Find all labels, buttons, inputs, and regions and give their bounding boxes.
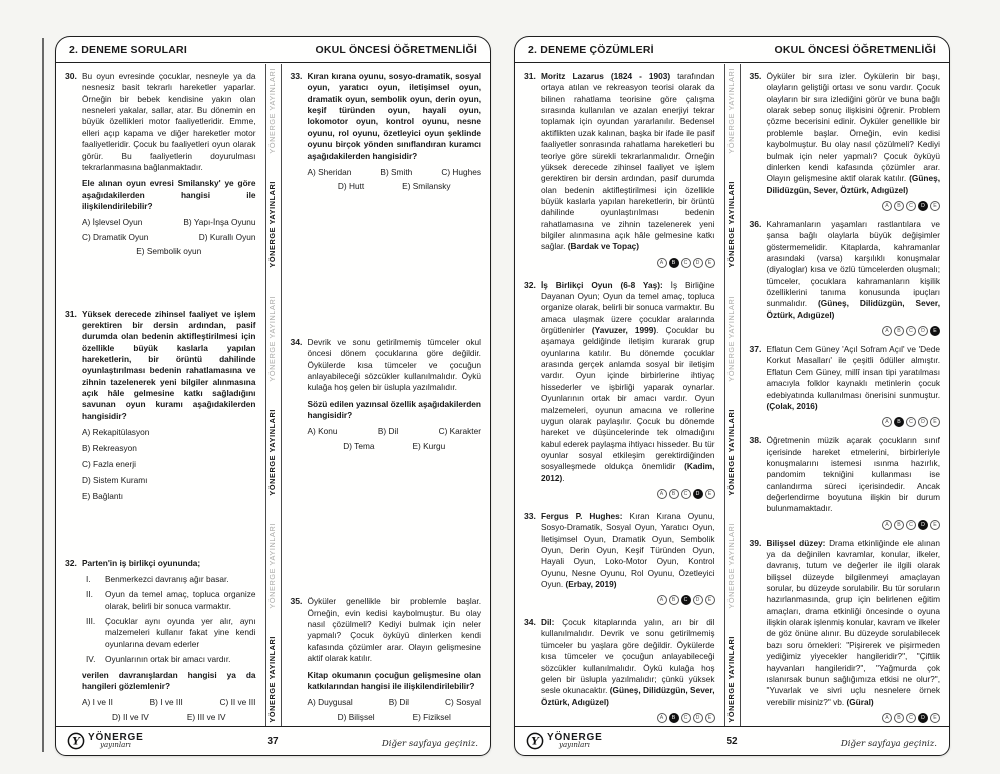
answer-option: C) II ve III — [219, 697, 256, 708]
page-header — [515, 37, 949, 63]
answer-key-circle: D — [918, 326, 928, 336]
text-segment: Sözü edilen yazınsal özellik aşağıdakilerden hangisidir? — [307, 398, 481, 421]
roman-text: Oyunlarının ortak bir amacı vardır. — [105, 654, 231, 665]
answer-key-circle: A — [882, 326, 892, 336]
answer-key-row — [767, 520, 941, 530]
answer-option: A) I ve II — [82, 697, 113, 708]
publisher-logo — [526, 732, 603, 750]
question-number: 31. — [65, 308, 77, 319]
question-block — [750, 344, 941, 427]
page-footer — [515, 726, 949, 755]
answer-option: E) Bağlantı — [82, 490, 124, 501]
questions-page — [55, 36, 491, 756]
question-number: 34. — [290, 336, 303, 347]
solutions-page — [514, 36, 950, 756]
answer-option: C) Fazla enerji — [82, 458, 136, 469]
roman-list-item — [82, 654, 256, 665]
answer-key-row — [541, 595, 715, 605]
question-block — [524, 280, 715, 499]
logo-text — [88, 733, 144, 749]
options-row — [308, 712, 482, 723]
answer-key-circle: E — [930, 326, 940, 336]
text-segment: (Güral) — [846, 696, 874, 707]
text-segment: . — [562, 472, 565, 483]
page-body — [56, 64, 490, 727]
logo-text — [547, 733, 603, 749]
text-segment: İş Birlikçi Oyun (6-8 Yaş): — [541, 279, 663, 290]
answer-key-circle: D — [693, 595, 703, 605]
text-segment: Moritz Lazarus (1824 - 1903) — [541, 71, 671, 81]
text-segment: Öyküler genellikle bir problemle başlar. Örneğin, evin kedisi kaybolmuştur. Bu olay nasıl çözülmeli? Kediyi bulmak için neler yapmalı? Çocuk öyküyü dinlerken kendi kafasında çözümler arar. Olayın gelişmesine aktif olarak katılır. — [307, 596, 481, 664]
roman-text: Oyun da temel amaç, topluca organize olarak, belirli bir sonuca varmaktır. — [105, 589, 256, 611]
options-row — [82, 712, 256, 723]
question-paragraph — [767, 344, 941, 412]
next-page-note: Diğer sayfaya geçiniz. — [840, 739, 937, 749]
question-paragraph — [308, 399, 482, 422]
question-number: 39. — [749, 537, 762, 548]
answer-key-circle: B — [894, 417, 904, 427]
roman-text: Benmerkezci davranış ağır basar. — [105, 574, 229, 585]
logo-icon — [526, 732, 544, 750]
answer-key-circle: D — [918, 520, 928, 530]
answer-option: E) Kurgu — [412, 440, 446, 451]
question-number: 35. — [290, 596, 303, 607]
next-page-note: Diğer sayfaya geçiniz. — [381, 739, 478, 749]
question-column-1 — [56, 64, 265, 727]
page-footer — [56, 726, 490, 755]
text-segment: Çocuk kitaplarında yalın, arı bir dil kullanılmalıdır. Devrik ve sonu getirilmemiş tümceler bu yaşlara göre değildir. Öykülerde kısa tümceler ve çocuğun anlayabileceği sözcükler kullanılmalıdır. Öykü kulağa hoş gelen bir üslupla yazılmalıdır; çünkü yüksek sesle okunacaktır. — [541, 617, 715, 696]
logo-sub: yayınları — [100, 741, 131, 749]
answer-option: C) Dramatik Oyun — [82, 231, 149, 242]
spine-publisher-text: YÖNERGE YAYINLARI — [727, 523, 737, 609]
answer-option: E) Fiziksel — [412, 711, 451, 722]
answer-option: B) Dil — [388, 697, 409, 708]
spine-publisher-text: YÖNERGE YAYINLARI — [268, 408, 278, 496]
publisher-logo — [67, 732, 144, 750]
answer-option: A) Rekapitülasyon — [82, 427, 150, 438]
text-segment: Bilişsel düzey: — [766, 537, 826, 548]
question-paragraph — [82, 309, 256, 423]
question-paragraph — [82, 178, 256, 212]
options-row — [82, 232, 256, 243]
answer-option: D) Kurallı Oyun — [198, 231, 256, 242]
answer-key-row — [541, 713, 715, 723]
answer-key-row — [767, 326, 941, 336]
text-segment: Ele alınan oyun evresi Smilansky' ye göre aşağıdakilerden hangisi ile ilişkilendirilebilir? — [82, 178, 256, 211]
answer-option: C) Sosyal — [445, 697, 481, 708]
options-row — [82, 246, 256, 257]
text-segment: (Güneş, Dilidüzgün, Sever, Öztürk, Adıgüzel) — [541, 685, 715, 707]
answer-key-circle: C — [681, 258, 691, 268]
question-block — [524, 617, 715, 723]
roman-numeral: II. — [86, 589, 93, 600]
options-row — [308, 697, 482, 708]
text-segment: Yüksek derecede zihinsel faaliyet ve işlem gerektiren bir dersin ardından, pasif durumda olan bedenin aktifleştirilmesi için özellikle büyük kaslarla yapılan hareketlerin, bir örüntü dahilinde oyunlaştırılması bedenin rahatlamasına ve zihnin tazelenerek yeni bilgiler alınmasına açık hâle gelmesine katkı sağladığını savunan oyun kuramı aşağıdakilerden hangisidir? — [82, 308, 256, 421]
answer-key-circle: B — [669, 713, 679, 723]
answer-key-circle: B — [894, 713, 904, 723]
logo-main: YÖNERGE — [547, 732, 603, 743]
spine-publisher-text: YÖNERGE YAYINLARI — [268, 295, 278, 382]
question-paragraph — [541, 617, 715, 708]
answer-option: A) Duygusal — [307, 697, 353, 708]
book-title: OKUL ÖNCESİ ÖĞRETMENLİĞİ — [774, 43, 936, 56]
spine-publisher-text: YÖNERGE YAYINLARI — [727, 68, 737, 154]
roman-list-item — [82, 616, 256, 650]
answer-key-circle: E — [705, 489, 715, 499]
question-block — [65, 558, 256, 723]
text-segment: (Çolak, 2016) — [766, 400, 818, 411]
roman-numeral: III. — [86, 616, 96, 627]
answer-key-circle: D — [918, 417, 928, 427]
answer-key-circle: D — [693, 489, 703, 499]
question-block — [750, 71, 941, 211]
spine-strip — [724, 64, 741, 727]
answer-option: E) III ve IV — [186, 711, 226, 722]
answer-key-row — [767, 417, 941, 427]
text-segment: Dil: — [541, 617, 555, 628]
question-number: 37. — [749, 344, 762, 355]
question-block — [65, 309, 256, 507]
question-paragraph — [541, 280, 715, 484]
answer-key-circle: A — [882, 201, 892, 211]
text-segment: Kıran Kırana Oyunu, Sosyo-Dramatik, Sosyal Oyun, Yaratıcı Oyun, İletişimsel Oyun, Dramatik Oyun, Sembolik Oyun, Derin Oyun, Keşif Türünden Oyun, Hayali Oyun, Loko-Motor Oyun, Kontrol Oyunu, Nesne Oyunu, Rol Oyunu, Özetleyici Oyun. — [541, 510, 715, 589]
section-title: 2. DENEME SORULARI — [69, 43, 187, 56]
roman-text: Çocuklar aynı oyunda yer alır, aynı malzemeleri kullanır fakat yine kendi oyunlarına devam ederler — [105, 616, 256, 649]
question-block — [291, 596, 482, 723]
question-number: 33. — [524, 510, 536, 521]
answer-key-circle: E — [930, 201, 940, 211]
question-number: 34. — [524, 617, 536, 628]
scan-binding-edge — [42, 38, 44, 752]
question-number: 36. — [749, 218, 762, 229]
svg-text:Y: Y — [531, 735, 539, 748]
question-paragraph — [767, 219, 941, 321]
answer-key-circle: A — [657, 713, 667, 723]
text-segment: Drama etkinliğinde ele alınan ya da değinilen kavramlar, konular, ilkeler, davranış, tutum ve değerler ile ilgili olarak bilişsel düzeyde bilgilenmeyi amaçlayan sorular, bu düzeyde sorulabilir. Bu tür soruların hazırlanmasında, grup için belirlenen eğitim amaçları, drama etkinliği öncesinde o oyuna ilişkin olarak işlenmiş konular, kavram ve ilkeler de göz önüne alınır. Bu düzeyde sorulabilecek bazı soru örnekleri: "Pişirerek ve pişirmeden yediğimiz yiyecekler hangileridir?", "Çiftlik hayvanları hangileridir?", "Yağmurda çok ıslanırsak bunun sağlığımıza etkisi ne olur?", "Yuvarlak ve sivri uçlu nesnelere örnek verebilir misiniz?" vb. — [766, 537, 940, 707]
answer-key-circle: B — [894, 326, 904, 336]
answer-key-circle: C — [681, 595, 691, 605]
answer-key-row — [541, 489, 715, 499]
spine-publisher-text: YÖNERGE YAYINLARI — [727, 408, 737, 496]
answer-key-circle: C — [906, 417, 916, 427]
answer-key-circle: D — [918, 713, 928, 723]
options-row — [308, 167, 482, 178]
text-segment: Kitap okumanın çocuğun gelişmesine olan katkılarından hangisi ile ilişkilendirilebilir? — [307, 669, 481, 691]
answer-key-circle: B — [669, 489, 679, 499]
answer-option: D) II ve IV — [111, 711, 149, 722]
spine-publisher-text: YÖNERGE YAYINLARI — [727, 636, 737, 723]
text-segment: Fergus P. Hughes: — [541, 510, 623, 521]
answer-key-circle: A — [882, 417, 892, 427]
text-segment: Kıran kırana oyunu, sosyo-dramatik, sosyal oyun, yaratıcı oyun, iletişimsel oyun, dramatik oyun, sembolik oyun, derin oyun, keşif türünden oyun, hayali oyun, lokomotor oyun, kontrol oyunu, nesne oyunu, rol oyunu, özetleyici oyun şeklinde oyunu birçok yönden sınıflandıran kuramcı aşağıdakilerden hangisidir? — [307, 71, 481, 161]
question-paragraph — [82, 71, 256, 173]
spine-strip — [265, 64, 282, 727]
question-block — [750, 435, 941, 530]
roman-numeral: I. — [86, 574, 91, 585]
spine-publisher-text: YÖNERGE YAYINLARI — [727, 295, 737, 382]
spine-publisher-text: YÖNERGE YAYINLARI — [268, 523, 278, 609]
text-segment: Parten'in iş birlikçi oyununda; — [82, 557, 201, 568]
answer-key-circle: C — [906, 520, 916, 530]
text-segment: Kahramanların yaşamları rastlantılara ve şansa bağlı olaylarla büyük değişimler göstermemelidir. Kitaplarda, kahramanlar arasındaki (varsa) karşılıklı konuşmalar (diyaloglar) kısa ve özlü tümcelerden oluşmalı; tümceler, çocuklara kahramanların kişilik özelliklerini tanıma konusunda ipuçları sunmalıdır. — [766, 218, 940, 309]
text-segment: (Erbay, 2019) — [565, 578, 617, 589]
question-paragraph — [308, 596, 482, 664]
solution-column-1 — [515, 64, 724, 727]
answer-key-circle: A — [882, 713, 892, 723]
logo-main: YÖNERGE — [88, 732, 144, 743]
answer-option: D) Bilişsel — [337, 711, 375, 722]
answer-option: E) Smilansky — [402, 181, 451, 192]
question-number: 32. — [65, 557, 77, 568]
text-segment: . Çocuklar bu aşamaya geldiğinde iletişim kurarak grup oyunlarına katılır. Bu dönemde çocuklar arasında gerçek anlamda sosyal bir iletişim vardır. Oyun içinde birbirlerine ihtiyaç hissederler ve işbirliği yaparak oynarlar. Oyunlarının ortak bir amacı vardır. Oyun malzemeleri, oyunun amacına ve rollerine uygun olarak paylaşılır. Çocuk bu dönemde hareket ve düşüncelerinde tek olmadığını kabul ederek paylaşma ihtiyacı hisseder. Bu tür oyunlar sosyal etkileşim gerektirdiğinden sosyalleşmede oldukça önemlidir — [541, 324, 715, 472]
answer-key-circle: A — [657, 258, 667, 268]
answer-key-circle: E — [705, 258, 715, 268]
answer-option: D) Tema — [343, 440, 375, 451]
question-block — [750, 538, 941, 723]
question-number: 38. — [749, 435, 762, 446]
page-header — [56, 37, 490, 63]
spine-publisher-text: YÖNERGE YAYINLARI — [268, 181, 278, 268]
question-paragraph — [82, 670, 256, 693]
question-number: 32. — [524, 279, 536, 290]
question-paragraph — [767, 435, 941, 515]
text-segment: (Yavuzer, 1999) — [591, 324, 657, 335]
spine-publisher-text: YÖNERGE YAYINLARI — [727, 181, 737, 268]
answer-key-row — [541, 258, 715, 268]
question-block — [65, 71, 256, 257]
question-paragraph — [308, 670, 482, 693]
answer-key-row — [767, 713, 941, 723]
question-paragraph — [767, 71, 941, 196]
question-column-2 — [282, 64, 491, 727]
roman-list-item — [82, 574, 256, 585]
answer-option: B) Rekreasyon — [82, 443, 137, 454]
options-row — [308, 426, 482, 437]
answer-key-circle: A — [657, 489, 667, 499]
answer-option: B) Smith — [380, 166, 413, 177]
answer-key-row — [767, 201, 941, 211]
answer-option: B) Dil — [377, 426, 399, 437]
answer-key-circle: E — [930, 713, 940, 723]
answer-option: D) Sistem Kuramı — [82, 474, 148, 485]
answer-key-circle: D — [693, 258, 703, 268]
answer-key-circle: E — [705, 595, 715, 605]
answer-key-circle: B — [669, 258, 679, 268]
answer-option: A) Konu — [307, 426, 338, 437]
question-number: 33. — [290, 71, 303, 81]
text-segment: (Kadim, 2012) — [541, 461, 715, 483]
answer-key-circle: E — [930, 417, 940, 427]
answer-option: B) Yapı-İnşa Oyunu — [183, 217, 256, 228]
answer-option: A) İşlevsel Oyun — [82, 217, 143, 228]
answer-key-circle: B — [894, 520, 904, 530]
section-title: 2. DENEME ÇÖZÜMLERİ — [528, 43, 654, 56]
solution-column-2 — [741, 64, 950, 727]
question-block — [750, 219, 941, 336]
answer-key-circle: E — [705, 713, 715, 723]
spine-publisher-text: YÖNERGE YAYINLARI — [268, 68, 278, 154]
page-number: 37 — [267, 735, 279, 747]
page-number: 52 — [726, 735, 738, 747]
question-paragraph — [308, 337, 482, 394]
svg-text:Y: Y — [72, 735, 80, 748]
answer-key-circle: A — [657, 595, 667, 605]
text-segment: (Güneş, Dilidüzgün, Sever, Öztürk, Adıgüzel) — [766, 173, 940, 195]
text-segment: Öğretmenin müzik açarak çocukların sınıf içerisinde hareket etmelerini, birbirleriyle konuşmalarını istemesi ısınma hazırlık, pandomim tekniğini kullanması ise canlandırma süreci içerisindedir. Ancak değerlendirme boyutuna ilişkin bir durum bulunmamaktadır. — [766, 435, 940, 514]
text-segment: Devrik ve sonu getirilmemiş tümceler okul öncesi dönem çocuklarına göre değildir. Öykülerde kısa tümceler ve çocuğun anlayabileceği sözcükler kullanılmalıdır. Öykü kulağa hoş gelen bir üslupla yazılmalıdır. — [307, 336, 481, 393]
answer-key-circle: D — [918, 201, 928, 211]
options-row — [308, 181, 482, 192]
answer-key-circle: E — [930, 520, 940, 530]
question-paragraph — [82, 558, 256, 569]
question-number: 31. — [524, 71, 536, 81]
spine-publisher-text: YÖNERGE YAYINLARI — [268, 636, 278, 723]
answer-key-circle: C — [681, 489, 691, 499]
logo-sub: yayınları — [559, 741, 590, 749]
question-block — [291, 71, 482, 193]
options-row — [82, 217, 256, 228]
roman-numeral: IV. — [86, 654, 96, 665]
answer-key-circle: B — [894, 201, 904, 211]
answer-option: B) I ve III — [149, 697, 183, 708]
question-number: 30. — [65, 71, 77, 81]
answer-key-circle: B — [669, 595, 679, 605]
book-title: OKUL ÖNCESİ ÖĞRETMENLİĞİ — [315, 43, 477, 56]
text-segment: tarafından ortaya atılan ve rekreasyon teorisi olarak da bilinen rahatlama teorisine göre çalışma sırasında kullanılan ve azalan enerjiyi tekrar toplamak için oyundan yararlanılır. Bedensel aktiflikten uzak kalınan, başka bir ifade ile pasif faaliyetler sonrasında rahatlama hareketleri bu teoriye göre sürekli tekrarlanmalıdır. Örneğin yüksek derecede zihinsel faaliyet ve işlem gerektiren bir dersin ardından, pasif durumda olan bedenin aktifleştirilmesi için özellikle büyük kaslarla yapılan hareketlerin, bir örüntü dahilinde oyunlaştırılması bedenin rahatlamasına ve zihnin tazelenerek yeni bilgiler alınmasına açık hâle gelmesine katkı sağlar. — [541, 71, 715, 252]
text-segment: Eflatun Cem Güney 'Açıl Sofram Açıl' ve 'Dede Korkut Masalları' ile çeşitli ödüller almıştır. Eflatun Cem Güney, millî insan tipi yaratılması amacıyla folklor kaynaklı metinlerin çocuk edebiyatında kullanılması önerisini sunmuştur. — [766, 344, 940, 400]
roman-list-item — [82, 589, 256, 612]
answer-key-circle: C — [681, 713, 691, 723]
answer-key-circle: C — [906, 713, 916, 723]
answer-option: C) Karakter — [438, 426, 481, 437]
question-block — [524, 71, 715, 268]
options-row — [308, 441, 482, 452]
text-segment: (Güneş, Dilidüzgün, Sever, Öztürk, Adıgüzel) — [766, 298, 940, 320]
text-segment: (Bardak ve Topaç) — [567, 241, 640, 252]
question-block — [291, 337, 482, 452]
text-segment: Bu oyun evresinde çocuklar, nesneyle ya da nesnesiz basit tekrarlı hareketler yaparlar. Örneğin bir bebek kendisine yakın olan nesneleri yakalar, sallar, atar. Bu dönemin en büyük özellikleri motor faaliyetleridir. Emme, elleri açıp kapama ve diğer hareketler motor faaliyetleridir. Çocuk bu faaliyetleri oyun olarak görür. Bu faaliyetlerin doyurulması tekrarlanmasına bağlanmaktadır. — [82, 71, 256, 172]
question-paragraph — [541, 71, 715, 253]
answer-key-circle: C — [906, 201, 916, 211]
answer-key-circle: A — [882, 520, 892, 530]
question-paragraph — [767, 538, 941, 708]
answer-option: E) Sembolik oyun — [136, 246, 202, 257]
answer-option: C) Hughes — [441, 166, 481, 177]
answer-option: D) Hutt — [337, 181, 365, 192]
logo-icon — [67, 732, 85, 750]
page-body — [515, 64, 949, 727]
text-segment: Öyküler bir sıra izler. Öykülerin bir başı, olayların geliştiği ortası ve sonu vardır. Çocuk olayların bir sıra izlediğini görür ve buna bağlı olarak sebep sonuç ilişkisini öğrenir. Problem çözme becerisini edinir. Öyküler genellikle bir problemle başlar. Örneğin, evin kedisi kaybolmuştur. Bu olay nasıl çözülmeli? Kediyi bulmak için neler yapmalı? Çocuk öyküyü dinlerken kendi kafasında çözümler arar. Olayın gelişmesine aktif olarak katılır. — [766, 71, 940, 184]
question-paragraph — [541, 511, 715, 591]
text-segment: verilen davranışlardan hangisi ya da hangileri gözlemlenir? — [82, 669, 256, 691]
options-row — [82, 697, 256, 708]
text-segment: İş Birliğine Dayanan Oyun; Oyun da temel amaç, topluca organize olarak, belirli bir sonuca varmaktır. Bu amaca ulaşmak üzere çocuklar aralarında örgütlenirler — [541, 279, 715, 335]
answer-option: A) Sheridan — [307, 166, 352, 177]
question-paragraph — [308, 71, 482, 162]
answer-key-circle: D — [693, 713, 703, 723]
question-block — [524, 511, 715, 606]
answer-key-circle: C — [906, 326, 916, 336]
question-number: 35. — [749, 71, 762, 81]
